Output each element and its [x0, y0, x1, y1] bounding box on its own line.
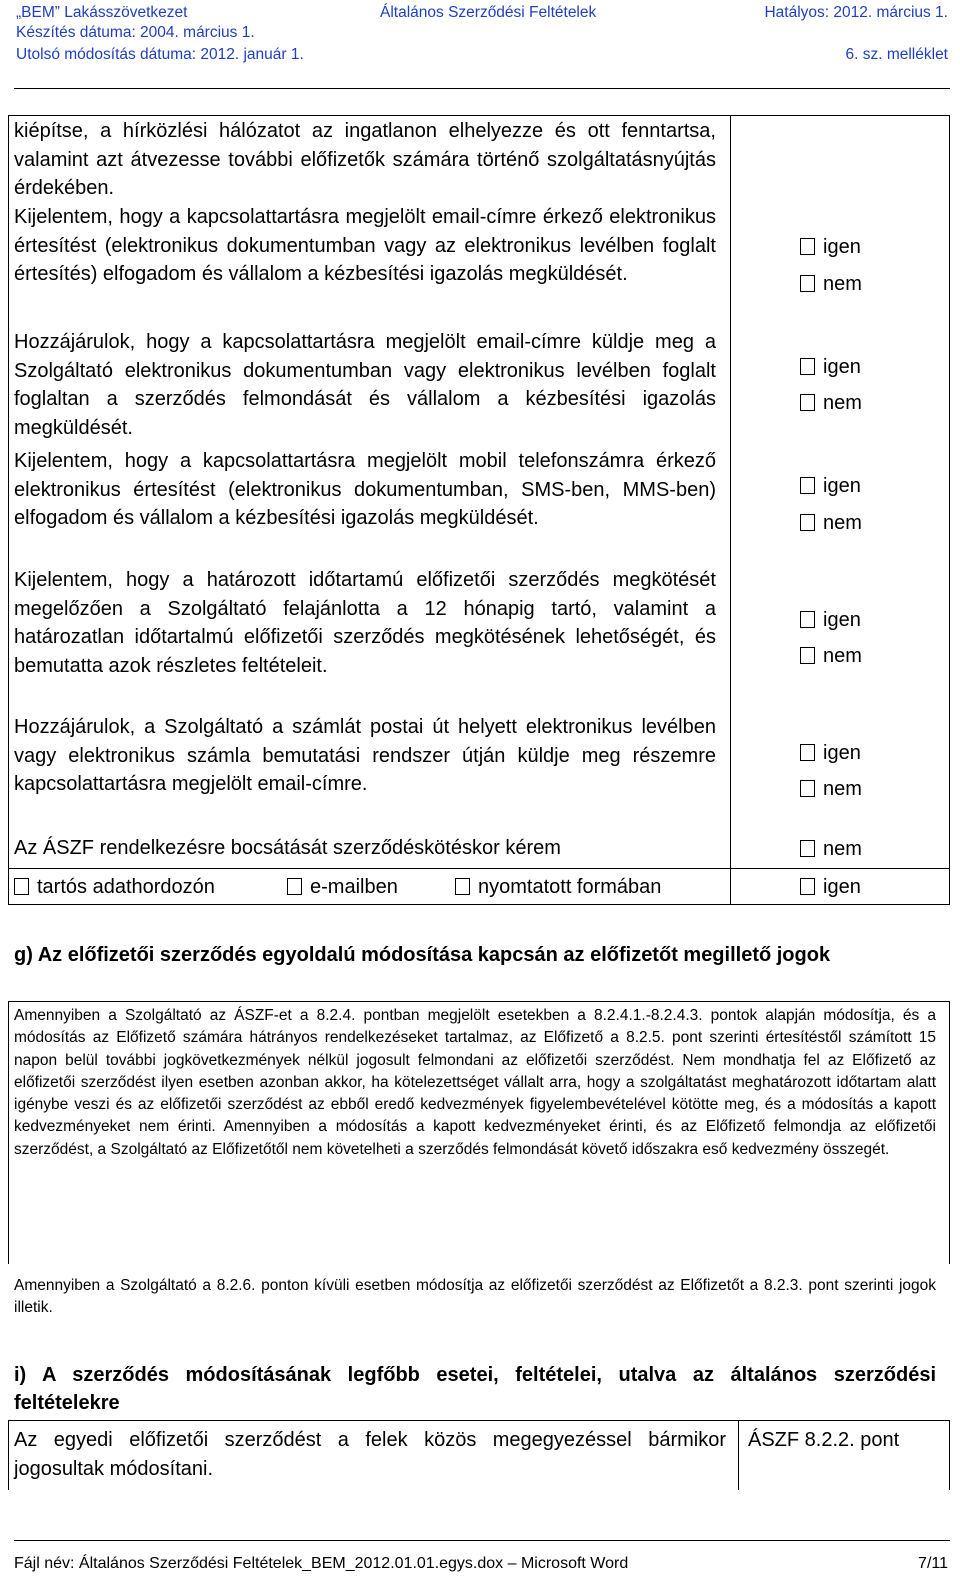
consent-row-option-no[interactable]: nem	[800, 638, 862, 674]
consent-row-option-yes[interactable]: igen	[800, 229, 861, 265]
consent-row-text: Kijelentem, hogy a kapcsolattartásra megjelölt mobil telefonszámra érkező elektronikus értesítést (elektronikus dokumentumban, SMS-ben, MMS-ben) elfogadom és vállalom a kézbesítési igazolás megküldését.	[14, 450, 716, 529]
aszf-option-printed[interactable]: nyomtatott formában	[455, 869, 661, 905]
consent-row-text: Hozzájárulok, hogy a kapcsolattartásra megjelölt email-címre küldje meg a Szolgáltató elektronikus dokumentumban vagy elektronikus levélben foglalt foglaltan a szerződés felmondását és vállalom a kézbesítési igazolás megküldését.	[14, 331, 716, 439]
checkbox-icon[interactable]	[800, 840, 815, 857]
header-created: Készítés dátuma: 2004. március 1.	[16, 24, 255, 41]
footer-rule	[14, 1540, 950, 1541]
checkbox-icon[interactable]	[287, 878, 302, 895]
footer-page-number: 7/11	[918, 1555, 948, 1572]
header-annex: 6. sz. melléklet	[845, 46, 948, 63]
aszf-option-email[interactable]: e-mailben	[287, 869, 398, 905]
consent-row-option-no[interactable]: nem	[800, 266, 862, 302]
checkbox-icon[interactable]	[800, 275, 815, 292]
header-effective: Hatályos: 2012. március 1.	[764, 4, 948, 21]
checkbox-icon[interactable]	[455, 878, 470, 895]
checkbox-icon[interactable]	[800, 394, 815, 411]
consent-row-option-yes[interactable]: igen	[800, 602, 861, 638]
section-g-heading: g) Az előfizetői szerződés egyoldalú módosítása kapcsán az előfizetőt megillető jogok	[14, 944, 831, 966]
checkbox-icon[interactable]	[800, 878, 815, 895]
consent-row-option-yes[interactable]: igen	[800, 735, 861, 771]
aszf-option-yes[interactable]: igen	[800, 869, 861, 905]
checkbox-icon[interactable]	[800, 238, 815, 255]
aszf-option-durable-medium[interactable]: tartós adathordozón	[14, 869, 215, 905]
consent-row-option-no[interactable]: nem	[800, 385, 862, 421]
checkbox-icon[interactable]	[800, 514, 815, 531]
header-rule	[14, 88, 950, 89]
checkbox-icon[interactable]	[800, 780, 815, 797]
checkbox-icon[interactable]	[800, 611, 815, 628]
section-i-cell-text: Az egyedi előfizetői szerződést a felek közös megegyezéssel bármikor jogosultak módosítani.	[14, 1429, 726, 1480]
section-g-paragraph: Amennyiben a Szolgáltató a 8.2.6. ponton kívüli esetben módosítja az előfizetői szerződést az Előfizetőt a 8.2.3. pont szerinti jogok illetik.	[14, 1277, 936, 1317]
consent-row-text: Kijelentem, hogy a határozott időtartamú előfizetői szerződés megkötését megelőzően a Szolgáltató felajánlotta a 12 hónapig tartó, valamint a határozatlan időtartalmú előfizetői szerződés megkötésének lehetőségét, és bemutatta azok részletes feltételeit.	[14, 569, 716, 677]
consent-row-option-yes[interactable]: igen	[800, 468, 861, 504]
consent-row-option-yes[interactable]: igen	[800, 349, 861, 385]
section-g-paragraph: Amennyiben a Szolgáltató az ÁSZF-et a 8.2.4. pontban megjelölt esetekben a 8.2.4.1.-8.2.4.3. pontok alapján módosítja, és a módosítás az Előfizető számára hátrányos rendelkezéseket tartalmaz, az Előfizető a 8.2.5. pont szerinti értesítéstől számított 15 napon belül további jogkövetkezmények nélkül jogosult felmondani az előfizetői szerződést. Nem mondhatja fel az Előfizető az előfizetői szerződést ilyen esetben azonban akkor, ha kötelezettséget vállalt arra, hogy a szolgáltatást meghatározott időtartam alatt igénybe veszi és az előfizetői szerződést az ebből eredő kedvezmények figyelembevételével kötötte meg, és a módosítás a kapott kedvezményeket nem érinti. Amennyiben a módosítás a kapott kedvezményeket érinti, és az Előfizető felmondja az előfizetői szerződést, a Szolgáltató az Előfizetőtől nem követelheti a szerződés felmondását követő időszakra eső kedvezmény összegét.	[14, 1007, 936, 1158]
section-i-heading: i) A szerződés módosításának legfőbb esetei, feltételei, utalva az általános szerződési feltételekre	[14, 1364, 936, 1414]
section-i-cell-ref: ÁSZF 8.2.2. pont	[748, 1429, 900, 1451]
aszf-request-text: Az ÁSZF rendelkezésre bocsátását szerződéskötéskor kérem	[14, 837, 561, 859]
checkbox-icon[interactable]	[14, 878, 29, 895]
consent-row-option-no[interactable]: nem	[800, 771, 862, 807]
aszf-option-no[interactable]: nem	[800, 831, 862, 867]
checkbox-icon[interactable]	[800, 477, 815, 494]
header-org: „BEM” Lakásszövetkezet	[16, 4, 188, 21]
header-modified: Utolsó módosítás dátuma: 2012. január 1.	[16, 46, 304, 63]
footer-filename: Fájl név: Általános Szerződési Feltételek_BEM_2012.01.01.egys.dox – Microsoft Word	[14, 1555, 629, 1572]
consent-row-option-no[interactable]: nem	[800, 505, 862, 541]
consent-row-text: Kijelentem, hogy a kapcsolattartásra megjelölt email-címre érkező elektronikus értesítést (elektronikus dokumentumban vagy az elektronikus levélben foglalt értesítés) elfogadom és vállalom a kézbesítési igazolás megküldését.	[14, 206, 716, 285]
consent-row-text: Hozzájárulok, a Szolgáltató a számlát postai út helyett elektronikus levélben vagy elektronikus számla bemutatási rendszer útján küldje meg részemre kapcsolattartásra megjelölt email-címre.	[14, 716, 716, 795]
header-doc-title: Általános Szerződési Feltételek	[380, 4, 597, 21]
checkbox-icon[interactable]	[800, 744, 815, 761]
checkbox-icon[interactable]	[800, 358, 815, 375]
consent-intro-text: kiépítse, a hírközlési hálózatot az ingatlanon elhelyezze és ott fenntartsa, valamint azt átvezesse további előfizetők számára történő szolgáltatásnyújtás érdekében.	[14, 120, 716, 199]
checkbox-icon[interactable]	[800, 647, 815, 664]
